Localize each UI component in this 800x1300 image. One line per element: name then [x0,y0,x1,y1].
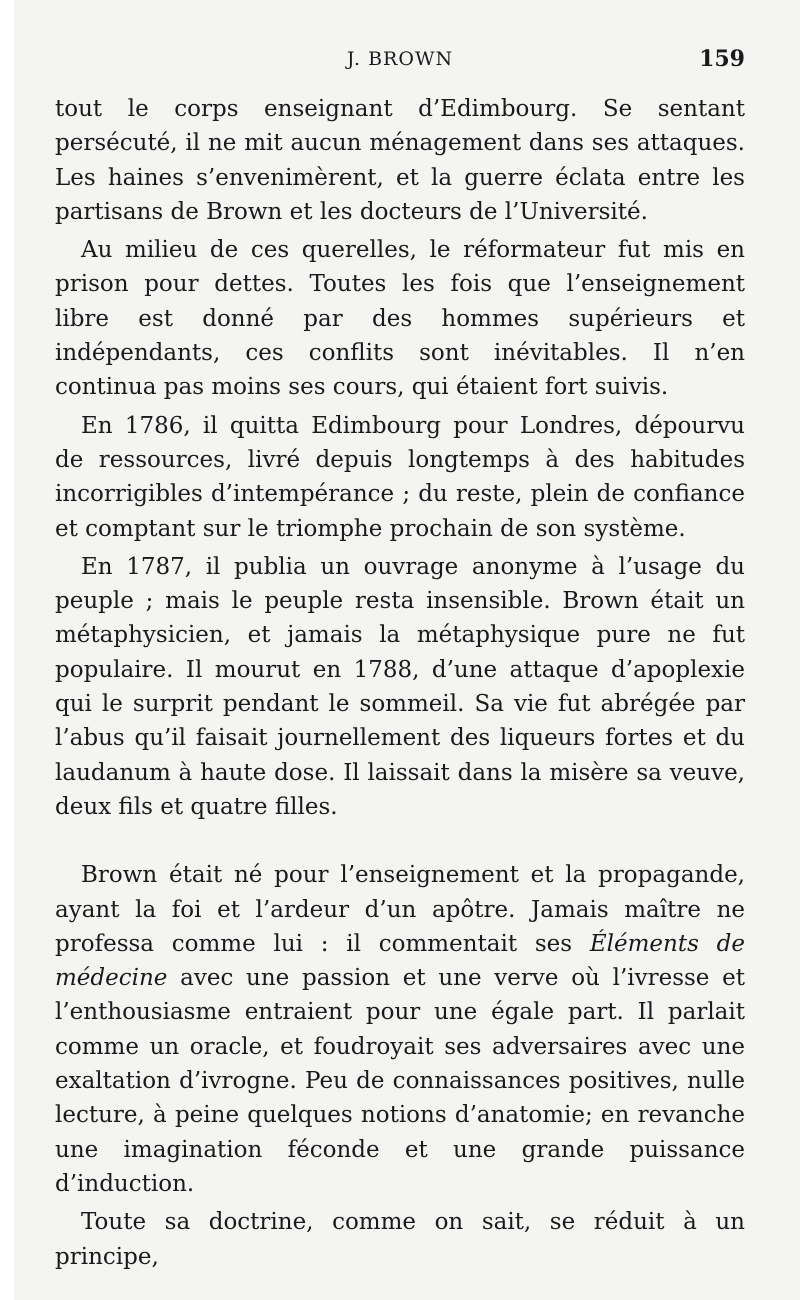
paragraph [55,858,745,1201]
running-title: J. BROWN [346,48,454,70]
paragraph-text: avec une passion et une verve où l’ivresse et l’enthousiasme entraient pour une égale part. Il parlait comme un oracle, et foudroyait ses adversaires avec une exaltation d’ivrogne. Peu de connaissances positives, nulle lecture, à peine quelques notions d’anatomie; en revanche une imagination féconde et une grande puissance d’induction. [55,965,745,1197]
page-number: 159 [699,46,745,72]
paragraph: En 1786, il quitta Edimbourg pour Londres, dépourvu de ressources, livré depuis longtemps à des habitudes incorrigibles d’intempérance ; du reste, plein de confiance et comptant sur le triomphe prochain de son système. [55,412,745,542]
running-head [55,46,745,76]
paragraph: En 1787, il publia un ouvrage anonyme à l’usage du peuple ; mais le peuple resta insensible. Brown était un métaphysicien, et jamais la métaphysique pure ne fut populaire. Il mourut en 1788, d’une attaque d’apoplexie qui le surprit pendant le sommeil. Sa vie fut abrégée par l’abus qu’il faisait journellement des liqueurs fortes et du laudanum à haute dose. Il laissait dans la misère sa veuve, deux fils et quatre filles. [55,553,745,820]
paragraph: tout le corps enseignant d’Edimbourg. Se sentant persécuté, il ne mit aucun ménagement dans ses attaques. Les haines s’envenimèrent, et la guerre éclata entre les partisans de Brown et les docteurs de l’Université. [55,96,745,225]
body-text [55,92,745,1274]
paragraph: Toute sa doctrine, comme on sait, se réduit à un principe, [55,1209,745,1270]
paragraph: Au milieu de ces querelles, le réformateur fut mis en prison pour dettes. Toutes les fois que l’enseignement libre est donné par des hommes supérieurs et indépendants, ces conflits sont inévitables. Il n’en continua pas moins ses cours, qui étaient fort suivis. [55,237,745,401]
paragraph-text: Brown était né pour l’enseignement et la propagande, ayant la foi et l’ardeur d’un apôtre. Jamais maître ne professa comme lui : il commentait ses [55,862,745,957]
book-title: Éléments de médecine [55,930,745,992]
page-margin [0,0,14,1300]
